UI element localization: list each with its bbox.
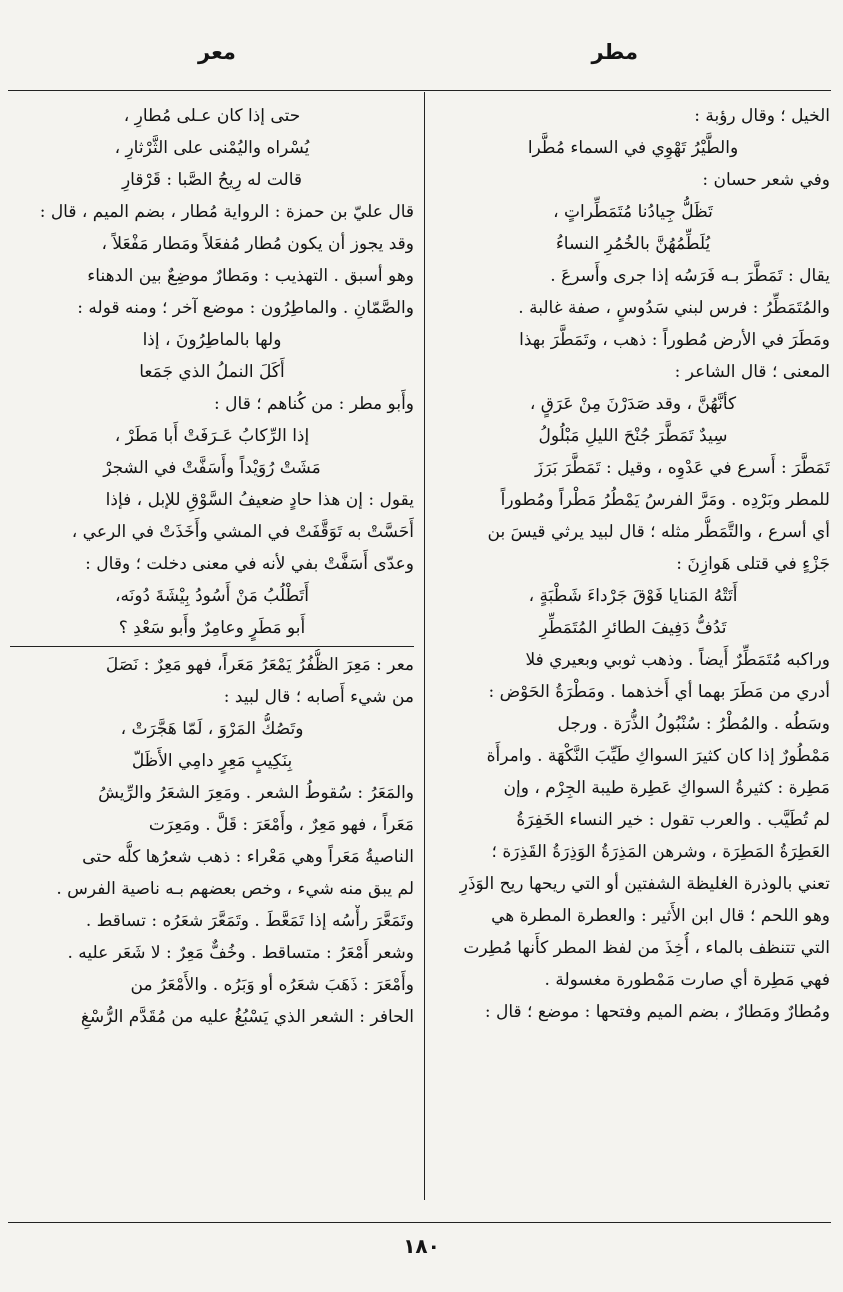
text-line: وأَبو مطر : من كُناهم ؛ قال :	[214, 394, 414, 414]
text-line: فهي مَطِرة أي صارت مَمْطورة مغسولة .	[544, 970, 830, 990]
verse-line: أَتَطْلُبُ مَنْ أَسُودُ بِيْشَةَ دُونَه،	[115, 586, 309, 606]
text-line: ومَطَرَ في الأرض مُطوراً : ذهب ، وتَمَطَّرَ بهذا	[519, 330, 830, 350]
text-line: من شيء أَصابه ؛ قال لبيد :	[223, 687, 414, 707]
verse-line: قالت له رِيحُ الصَّبا : قَرْقارِ	[121, 170, 303, 190]
text-line: والمَعَرُ : سُقوطُ الشعر . ومَعِرَ الشعَرُ والرِّيشُ	[98, 783, 414, 803]
column-divider	[424, 92, 425, 1200]
verse-line: سِيدٌ تَمَطَّرَ جُنْحَ الليلِ مَبْلُولُ	[538, 426, 728, 446]
verse-line: تَدُفُّ دَفِيفَ الطائرِ المُتَمَطِّرِ	[539, 618, 727, 638]
text-line: وراكبه مُتَمَطِّرٌ أَيضاً . وذهب ثوبي وبعيري فلا	[525, 650, 830, 670]
text-line: أي أسرع ، والتَّمَطُّر مثله ؛ قال لبيد يرثي قيسَ بن	[487, 522, 830, 542]
verse-line: وتَصُكُّ المَرْوَ ، لَمّا هَجَّرَتْ ،	[120, 719, 304, 739]
top-rule	[8, 90, 831, 91]
text-line: للمطر وبَرْدِه . ومَرَّ الفرسُ يَمْطُرُ مَطْراً ومُطوراً	[500, 490, 830, 510]
text-line: جَزْءٍ في قتلى هَوازِنَ :	[676, 554, 830, 574]
text-line: الحافر : الشعر الذي يَسْبُغُ عليه من مُقَدَّم الرُّسْغِ	[80, 1007, 414, 1027]
verse-line: أَتَتْهُ المَنايا فَوْقَ جَرْداءَ شَطْبَةٍ ،	[528, 586, 738, 606]
text-line: المعنى ؛ قال الشاعر :	[674, 362, 830, 382]
text-line: العَطِرَةُ المَطِرَة ، وشرهن المَذِرَةُ الوَذِرَةُ القَذِرَة ؛	[491, 842, 830, 862]
verse-line: أَكَلَ النملُ الذي جَمَعا	[139, 362, 285, 382]
verse-line: كأنَّهُنَّ ، وقد صَدَرْنَ مِنْ عَرَقٍ ،	[529, 394, 737, 414]
verse-line: تَظَلُّ جِيادُنا مُتَمَطِّراتٍ ،	[553, 202, 713, 222]
right-column	[436, 100, 830, 1208]
verse-line: أَبو مَطَرٍ وعامِرٌ وأَبو سَعْدِ ؟	[118, 618, 306, 638]
text-line: قال عليّ بن حمزة : الرواية مُطار ، بضم الميم ، قال :	[39, 202, 414, 222]
verse-line: بِنَكِيبٍ مَعِرٍ دامِي الأَظَلّ	[131, 751, 293, 771]
text-line: وأَمْعَرَ : ذَهَبَ شعَرُه أو وَبَرُه . والأَمْعَرُ من	[130, 975, 414, 995]
text-line: لم تُطَيَّب . والعرب تقول : خير النساء الخَفِرَةُ	[516, 810, 830, 830]
running-head-right: مطر	[591, 40, 638, 64]
text-line: يقال : تَمَطَّرَ بـه فَرَسُه إذا جرى وأَسرعَ .	[550, 266, 830, 286]
text-line: وقد يجوز أن يكون مُطار مُفعَلاً ومَطار مَفْعَلاً ،	[101, 234, 414, 254]
text-line: وسَطُه . والمُطْرُ : سُنْبُولُ الذُّرَة . ورجل	[557, 714, 830, 734]
left-column	[10, 100, 414, 1208]
text-line: وتَمَعَّرَ رأْسُه إذا تَمَعَّطَ . وتَمَعَّرَ شعَرُه : تساقط .	[85, 911, 414, 931]
verse-line: إذا الرِّكابُ عَـرَفَتْ أَبا مَطَرْ ،	[114, 426, 310, 446]
text-line: وهو اللحم ؛ قال ابن الأَثير : والعطرة المطرة هي	[491, 906, 830, 926]
text-line: التي تتنظف بالماء ، أُخِذَ من لفظ المطر كأَنها مُطِرت	[463, 938, 830, 958]
text-line: يقول : إن هذا حادٍ ضعيفُ السَّوْقِ للإبل ، فإذا	[105, 490, 414, 510]
text-line: مَطِرة : كثيرةُ السواكِ عَطِرة طيبة الجِرْم ، وإن	[503, 778, 830, 798]
entry-start-line: معر : مَعِرَ الظُّفُرُ يَمْعَرُ مَعَراً، فهو مَعِرٌ : نَصَلَ	[105, 655, 414, 675]
verse-line: يُلَطِّمُهُنَّ بالخُمُرِ النساءُ	[555, 234, 711, 254]
text-line: أدري من مَطَرَ بهما أي أَخذهما . ومَطْرَةُ الحَوْض :	[488, 682, 830, 702]
text-line: تعني بالوذرة الغليظة الشفتين أو التي ريحها ريح الوَذَرِ	[459, 874, 830, 894]
text-line: أَحَسَّتْ به تَوَقَّفَتْ في المشي وأَخَذَتْ في الرعي ،	[71, 522, 414, 542]
text-line: وشعر أَمْعَرُ : متساقط . وخُفٌّ مَعِرٌ : لا شَعَر عليه .	[67, 943, 414, 963]
verse-line: حتى إذا كان عـلى مُطارِ ،	[123, 106, 301, 126]
text-line: الناصيةُ مَعَراً وهي مَعْراء : ذهب شعرُها كلُّه حتى	[82, 847, 414, 867]
page-number: ١٨٠	[403, 1234, 440, 1258]
text-line: مَمْطُورٌ إذا كان كثيرَ السواكِ طَيِّبَ النَّكْهَة . وامرأَة	[486, 746, 830, 766]
text-line: وهو أسبق . التهذيب : ومَطارٌ موضِعٌ بين الدهناء	[87, 266, 414, 286]
text-line: وفي شعر حسان :	[702, 170, 830, 190]
text-line: الخيل ؛ وقال رؤبة :	[694, 106, 830, 126]
text-line: وعدّى أَسَفَّتْ بفي لأنه في معنى دخلت ؛ وقال :	[85, 554, 414, 574]
bottom-rule	[8, 1222, 831, 1223]
verse-line: مَشَتْ رُوَيْداً وأَسَفَّتْ في الشجرْ	[103, 458, 321, 478]
verse-line: ولها بالماطِرُونَ ، إذا	[142, 330, 282, 350]
text-line: والصَّمّانِ . والماطِرُون : موضع آخر ؛ ومنه قوله :	[77, 298, 414, 318]
verse-line: والطَّيْرُ تَهْوِي في السماء مُطَّرا	[527, 138, 739, 158]
text-line: لم يبق منه شيء ، وخص بعضهم بـه ناصية الفرس .	[56, 879, 414, 899]
text-line: مَعَراً ، فهو مَعِرٌ ، وأَمْعَرَ : قَلَّ . ومَعِرَت	[148, 815, 414, 835]
text-line: والمُتَمَطِّرُ : فرس لبني سَدُوسٍ ، صفة غالبة .	[518, 298, 830, 318]
entry-separator	[10, 646, 414, 647]
text-line: ومُطارٌ ومَطارٌ ، بضم الميم وفتحها : موضع ؛ قال :	[484, 1002, 830, 1022]
running-head-left: معر	[198, 40, 236, 64]
text-line: تَمَطَّرَ : أَسرع في عَدْوِه ، وقيل : تَمَطَّرَ بَرَزَ	[535, 458, 830, 478]
verse-line: يُسْراه واليُمْنى على الثَّرْثارِ ،	[114, 138, 310, 158]
